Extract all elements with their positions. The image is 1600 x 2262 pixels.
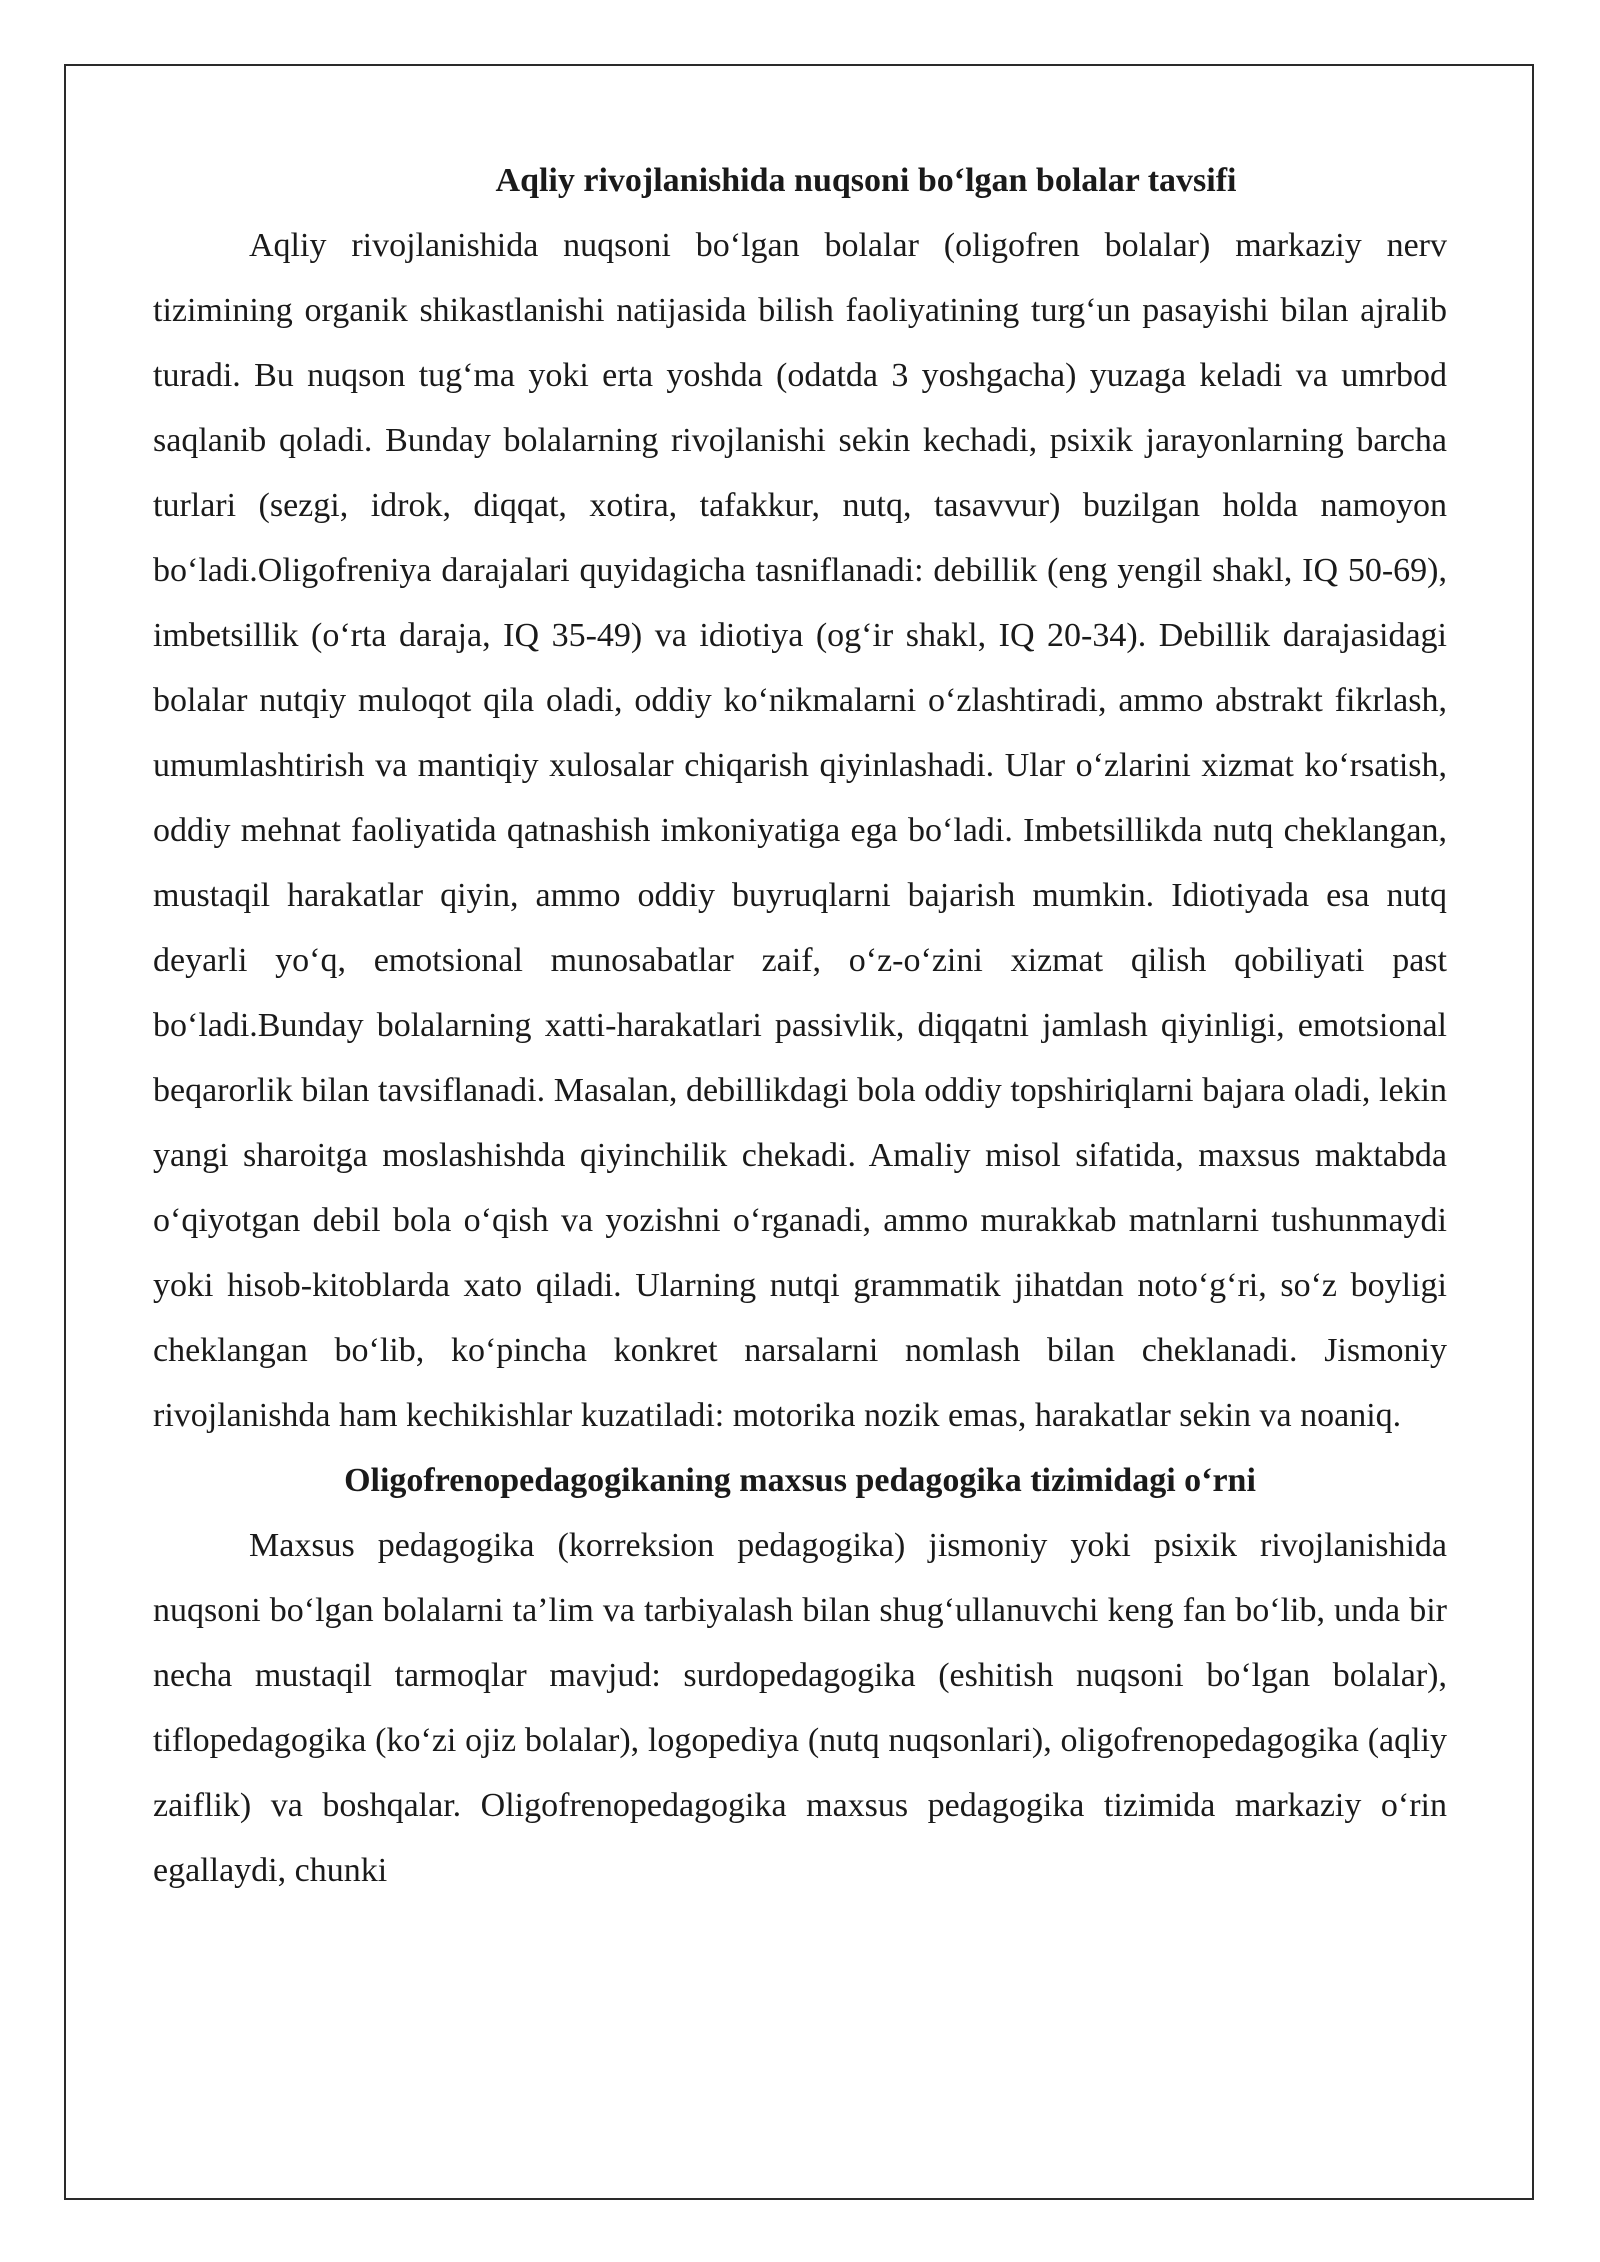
document-body	[153, 148, 1447, 1903]
section-paragraph-1: Aqliy rivojlanishida nuqsoni boʻlgan bolalar (oligofren bolalar) markaziy nerv tizimining organik shikastlanishi natijasida bilish faoliyatining turgʻun pasayishi bilan ajralib turadi. Bu nuqson tugʻma yoki erta yoshda (odatda 3 yoshgacha) yuzaga keladi va umrbod saqlanib qoladi. Bunday bolalarning rivojlanishi sekin kechadi, psixik jarayonlarning barcha turlari (sezgi, idrok, diqqat, xotira, tafakkur, nutq, tasavvur) buzilgan holda namoyon boʻladi.Oligofreniya darajalari quyidagicha tasniflanadi: debillik (eng yengil shakl, IQ 50-69), imbetsillik (oʻrta daraja, IQ 35-49) va idiotiya (ogʻir shakl, IQ 20-34). Debillik darajasidagi bolalar nutqiy muloqot qila oladi, oddiy koʻnikmalarni oʻzlashtiradi, ammo abstrakt fikrlash, umumlashtirish va mantiqiy xulosalar chiqarish qiyinlashadi. Ular oʻzlarini xizmat koʻrsatish, oddiy mehnat faoliyatida qatnashish imkoniyatiga ega boʻladi. Imbetsillikda nutq cheklangan, mustaqil harakatlar qiyin, ammo oddiy buyruqlarni bajarish mumkin. Idiotiyada esa nutq deyarli yoʻq, emotsional munosabatlar zaif, oʻz-oʻzini xizmat qilish qobiliyati past boʻladi.Bunday bolalarning xatti-harakatlari passivlik, diqqatni jamlash qiyinligi, emotsional beqarorlik bilan tavsiflanadi. Masalan, debillikdagi bola oddiy topshiriqlarni bajara oladi, lekin yangi sharoitga moslashishda qiyinchilik chekadi. Amaliy misol sifatida, maxsus maktabda oʻqiyotgan debil bola oʻqish va yozishni oʻrganadi, ammo murakkab matnlarni tushunmaydi yoki hisob-kitoblarda xato qiladi. Ularning nutqi grammatik jihatdan notoʻgʻri, soʻz boyligi cheklangan boʻlib, koʻpincha konkret narsalarni nomlash bilan cheklanadi. Jismoniy rivojlanishda ham kechikishlar kuzatiladi: motorika nozik emas, harakatlar sekin va noaniq.	[153, 227, 1447, 1434]
section-paragraph-2: Maxsus pedagogika (korreksion pedagogika) jismoniy yoki psixik rivojlanishida nuqsoni boʻlgan bolalarni taʼlim va tarbiyalash bilan shugʻullanuvchi keng fan boʻlib, unda bir necha mustaqil tarmoqlar mavjud: surdopedagogika (eshitish nuqsoni boʻlgan bolalar), tiflopedagogika (koʻzi ojiz bolalar), logopediya (nutq nuqsonlari), oligofrenopedagogika (aqliy zaiflik) va boshqalar. Oligofrenopedagogika maxsus pedagogika tizimida markaziy oʻrin egallaydi, chunki	[153, 1527, 1447, 1889]
section-heading-1: Aqliy rivojlanishida nuqsoni boʻlgan bolalar tavsifi	[495, 162, 1237, 199]
section-heading-2: Oligofrenopedagogikaning maxsus pedagogika tizimidagi oʻrni	[344, 1462, 1256, 1499]
